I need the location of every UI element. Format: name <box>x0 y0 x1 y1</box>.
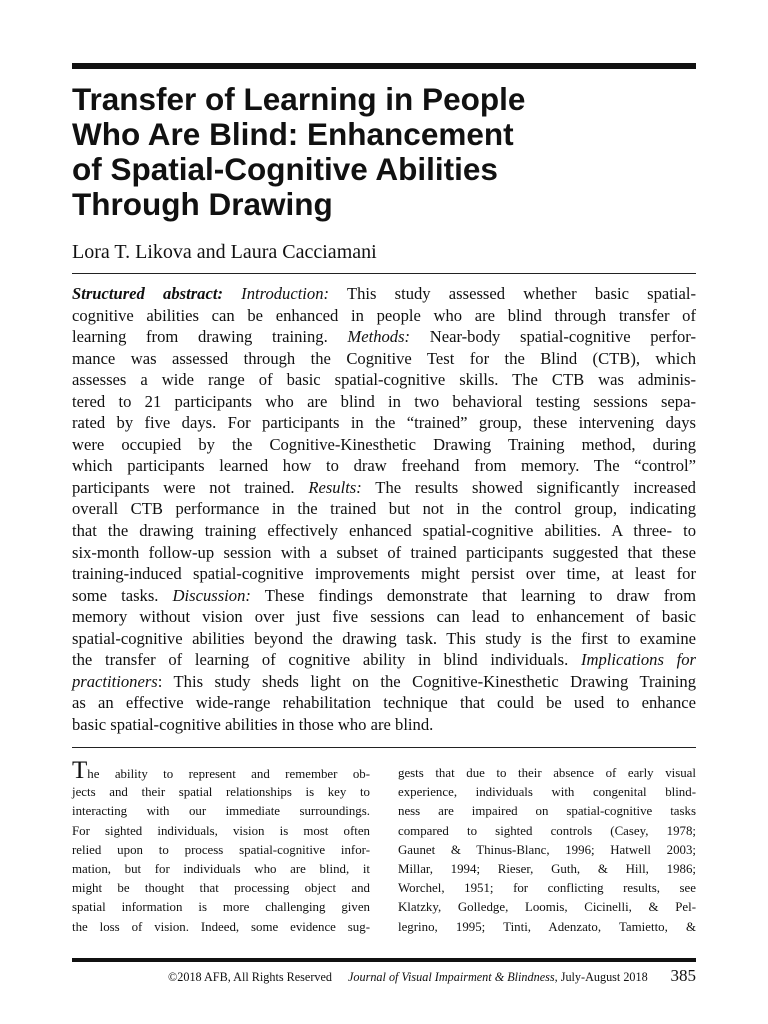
abstract-line: spatial-cognitive abilities beyond the drawing task. This study is the first to examine <box>72 628 696 648</box>
article-title <box>72 82 696 222</box>
section-label-practitioners: practitioners <box>72 671 158 691</box>
abstract-line: memory without vision over just five sessions can lead to enhancement of basic <box>72 607 696 627</box>
abstract-line: Structured abstract: Introduction: This study assessed whether basic spatial- <box>72 284 696 303</box>
top-rule <box>72 63 696 69</box>
body-line: For sighted individuals, vision is most often <box>72 823 370 838</box>
abstract-top-rule <box>72 273 696 274</box>
title-line: Who Are Blind: Enhancement <box>72 116 514 152</box>
copyright-notice: ©2018 AFB, All Rights Reserved <box>168 970 332 984</box>
page-footer <box>72 966 696 988</box>
abstract-line: some tasks. Discussion: These findings demonstrate that learning to draw from <box>72 585 696 605</box>
body-line: experience, individuals with congenital blind- <box>398 785 696 800</box>
abstract-bottom-rule <box>72 747 696 748</box>
abstract-line: training-induced spatial-cognitive improvements might persist over time, at least for <box>72 564 696 584</box>
body-column-left <box>72 757 370 937</box>
abstract-label: Structured abstract: <box>72 284 223 303</box>
abstract-line: were occupied by the Cognitive-Kinesthetic Drawing Training method, during <box>72 434 696 454</box>
title-line: Transfer of Learning in People <box>72 81 526 117</box>
abstract-line: basic spatial-cognitive abilities in those who are blind. <box>72 714 434 734</box>
body-line: might be thought that processing object and <box>72 881 370 896</box>
body-line: the loss of vision. Indeed, some evidence sug- <box>72 919 370 934</box>
abstract-line: the transfer of learning of cognitive ability in blind individuals. Implications for <box>72 650 696 670</box>
body-line: jects and their spatial relationships is key to <box>72 785 370 800</box>
journal-issue: , July-August 2018 <box>554 970 648 984</box>
structured-abstract <box>72 283 696 735</box>
abstract-line: tered to 21 participants who are blind in two behavioral testing sessions sepa- <box>72 391 696 411</box>
section-label-methods: Methods: <box>347 327 411 347</box>
section-label-discussion: Discussion: <box>172 585 251 605</box>
section-label-introduction: Introduction: <box>241 284 330 303</box>
abstract-line: rated by five days. For participants in the “trained” group, these intervening days <box>72 413 696 433</box>
abstract-line: assesses a wide range of basic spatial-cognitive skills. The CTB was adminis- <box>72 370 696 390</box>
body-line: Millar, 1994; Rieser, Guth, & Hill, 1986; <box>398 861 696 876</box>
title-line: of Spatial-Cognitive Abilities <box>72 151 498 187</box>
body-line: mation, but for individuals who are blind, it <box>72 861 370 876</box>
body-line: The ability to represent and remember ob- <box>72 757 370 784</box>
body-line: Gaunet & Thinus-Blanc, 1996; Hatwell 2003; <box>398 842 696 857</box>
journal-name: Journal of Visual Impairment & Blindness <box>348 970 555 984</box>
body-line: compared to sighted controls (Casey, 1978; <box>398 823 696 838</box>
abstract-line: practitioners: This study sheds light on the Cognitive-Kinesthetic Drawing Training <box>72 671 696 691</box>
body-line: legrino, 1995; Tinti, Adenzato, Tamietto, & <box>398 919 696 934</box>
section-label-implications: Implications for <box>580 650 696 670</box>
abstract-line: as an effective wide-range rehabilitation technique that could be used to enhance <box>72 693 696 713</box>
title-line: Through Drawing <box>72 186 333 222</box>
body-line: Worchel, 1951; for conflicting results, see <box>398 881 696 896</box>
body-line: interacting with our immediate surroundings. <box>72 804 370 819</box>
journal-citation <box>348 970 648 985</box>
authors: Lora T. Likova and Laura Cacciamani <box>72 241 377 263</box>
body-line: Klatzky, Golledge, Loomis, Cicinelli, & Pel- <box>398 900 696 915</box>
body-column-right <box>398 764 696 937</box>
page-number: 385 <box>670 966 696 985</box>
abstract-line: learning from drawing training. Methods: Near-body spatial-cognitive perfor- <box>72 327 696 347</box>
abstract-line: which participants learned how to draw freehand from memory. The “control” <box>72 456 696 476</box>
abstract-line: overall CTB performance in the trained but not in the control group, indicating <box>72 499 696 519</box>
drop-cap: T <box>72 757 88 784</box>
abstract-line: participants were not trained. Results: The results showed significantly increased <box>72 477 696 497</box>
abstract-line: six-month follow-up session with a subset of trained participants suggested that these <box>72 542 696 562</box>
footer-rule <box>72 958 696 962</box>
abstract-line: that the drawing training effectively enhanced spatial-cognitive abilities. A three- to <box>72 521 696 541</box>
body-line: ness are impaired on spatial-cognitive tasks <box>398 804 696 819</box>
body-line: gests that due to their absence of early visual <box>398 766 696 780</box>
body-line: relied upon to process spatial-cognitive infor- <box>72 842 370 857</box>
section-label-results: Results: <box>308 477 362 497</box>
abstract-line: mance was assessed through the Cognitive Test for the Blind (CTB), which <box>72 348 696 368</box>
body-line: spatial information is more challenging given <box>72 900 370 915</box>
abstract-line: cognitive abilities can be enhanced in people who are blind through transfer of <box>72 305 696 325</box>
